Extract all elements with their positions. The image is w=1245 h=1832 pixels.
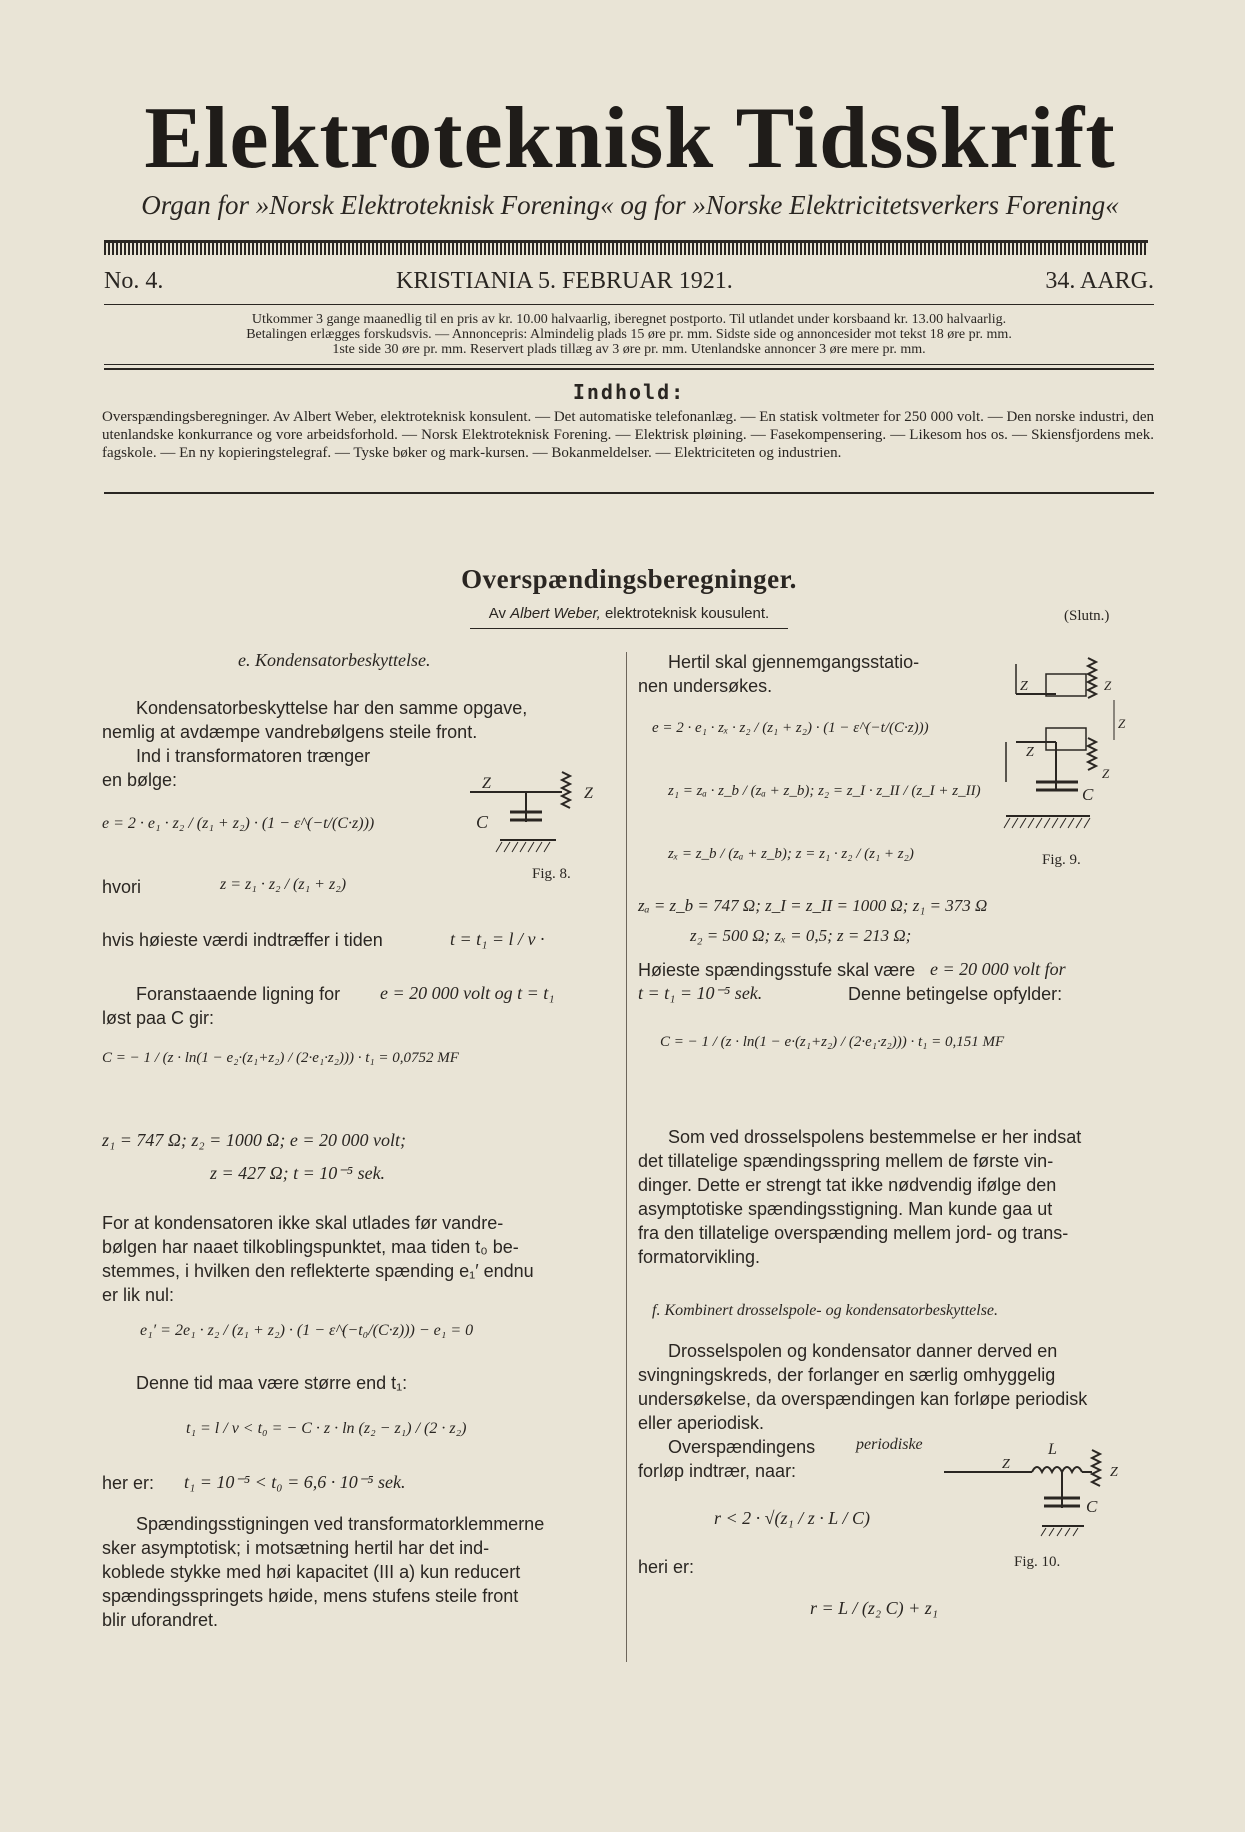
byline-by: Av	[488, 605, 506, 622]
article-title: Overspændingsberegninger.	[461, 564, 797, 594]
rule	[104, 364, 1154, 365]
contents-text: Overspændingsberegninger. Av Albert Weber, elektroteknisk konsulent. — Det automatiske telefonanlæg. — En statisk voltmeter for 250 000 volt. — Den norske industri, den utenlandske konkurrance og vore arbeidsforhold. — Norsk Elektroteknisk Forening. — Elektrisk pløining. — Fasekompensering. — Likesom hos os. — Skiensfjordens mek. fagskole. — En ny kopieringstelegraf. — Tyske bøker og mark-kursen. — Bokanmeldelser. — Elektriciteten og industrien.	[102, 409, 1154, 461]
paragraph-line: Kondensatorbeskyttelse har den samme opgave,	[136, 698, 528, 718]
subscription-info	[104, 312, 1154, 357]
rule	[470, 628, 788, 629]
subscription-line: Utkommer 3 gange maanedlig til en pris av kr. 10.00 halvaarlig, iberegnet postporto. Til utlandet under korsbaand kr. 13.00 halvaarlig.	[251, 312, 1007, 327]
paragraph-line: forløp indtrær, naar:	[638, 1461, 797, 1481]
equation: t = t₁ = 10⁻⁵ sek.	[638, 983, 763, 1003]
paragraph-line: løst paa C gir:	[102, 1008, 215, 1028]
byline	[104, 605, 1154, 622]
svg-text:Z: Z	[1118, 716, 1126, 731]
paragraph-line: Ind i transformatoren trænger	[136, 746, 371, 766]
svg-text:Z: Z	[482, 775, 491, 792]
equation: e = 20 000 volt for	[930, 959, 1066, 979]
svg-text:Z: Z	[1002, 1457, 1010, 1472]
paragraph-line: Hertil skal gjennemgangsstatio-	[668, 652, 920, 672]
equation: e = 20 000 volt og t = t₁	[380, 983, 555, 1003]
figure-9-caption: Fig. 9.	[1042, 852, 1081, 868]
paragraph-line: Høieste spændingsstufe skal være	[638, 960, 916, 980]
paragraph-line: er lik nul:	[102, 1285, 175, 1305]
paragraph-line: eller aperiodisk.	[638, 1413, 765, 1433]
rule	[104, 492, 1154, 494]
section-heading-f: f. Kombinert drosselspole- og kondensatorbeskyttelse.	[652, 1302, 999, 1319]
figure-10-caption: Fig. 10.	[1014, 1554, 1061, 1570]
equation: e = 2 · e₁ · z₂ / (z₁ + z₂) · (1 − ε^(−t/(C·z)))	[102, 815, 375, 832]
paragraph-line: hvis høieste værdi indtræffer i tiden	[102, 930, 383, 950]
paragraph-line: Denne betingelse opfylder:	[848, 984, 1063, 1004]
paragraph-line: hvori	[102, 877, 142, 897]
paragraph-line: Spændingsstigningen ved transformatorklemmerne	[136, 1514, 545, 1534]
equation: t = t₁ = l / v ·	[450, 929, 545, 949]
paragraph-line: heri er:	[638, 1557, 695, 1577]
paragraph-line: blir uforandret.	[102, 1610, 219, 1630]
equation: t₁ = 10⁻⁵ < t₀ = 6,6 · 10⁻⁵ sek.	[184, 1472, 406, 1492]
masthead-title: Elektroteknisk Tidsskrift	[144, 90, 1116, 187]
equation: C = − 1 / (z · ln(1 − e·(z₁+z₂) / (2·e₁·z₂))) · t₁ = 0,151 MF	[660, 1034, 1005, 1050]
paragraph-line: nen undersøkes.	[638, 676, 773, 696]
equation: z₁ = zₐ · z_b / (zₐ + z_b); z₂ = z_I · z_II / (z_I + z_II)	[668, 783, 981, 799]
masthead-ornament-rule	[104, 240, 1148, 255]
paragraph-line: bølgen har naaet tilkoblingspunktet, maa tiden t₀ be-	[102, 1237, 519, 1257]
svg-text:Z: Z	[584, 785, 593, 802]
continuation-note: (Slutn.)	[1064, 608, 1110, 624]
emphasis: periodiske	[856, 1436, 923, 1453]
equation: e = 2 · e₁ · zₓ · z₂ / (z₁ + z₂) · (1 − ε^(−t/(C·z)))	[652, 720, 929, 736]
paragraph-line: Drosselspolen og kondensator danner derved en	[668, 1341, 1058, 1361]
paragraph-line: nemlig at avdæmpe vandrebølgens steile front.	[102, 722, 478, 742]
paragraph-line: Som ved drosselspolens bestemmelse er her indsat	[668, 1127, 1082, 1147]
paragraph-line: svingningskreds, der forlanger en særlig omhyggelig	[638, 1365, 1056, 1385]
svg-text:L: L	[1048, 1441, 1057, 1458]
issue-number: No. 4.	[104, 268, 164, 294]
rule	[104, 368, 1154, 370]
paragraph-line: en bølge:	[102, 770, 178, 790]
paragraph-line: undersøkelse, da overspændingen kan forløpe periodisk	[638, 1389, 1088, 1409]
byline-role: elektroteknisk kousulent.	[604, 605, 770, 622]
svg-text:C: C	[476, 812, 489, 832]
paragraph-line: sker asymptotisk; i motsætning hertil har det ind-	[102, 1538, 490, 1558]
equation: zₓ = z_b / (zₐ + z_b); z = z₁ · z₂ / (z₁ + z₂)	[668, 846, 914, 862]
equation: zₐ = z_b = 747 Ω; z_I = z_II = 1000 Ω; z₁ = 373 Ω	[638, 896, 988, 915]
rule	[104, 304, 1154, 305]
paragraph-line: Denne tid maa være større end t₁:	[136, 1373, 408, 1393]
svg-text:C: C	[1082, 785, 1094, 804]
issue-dateline: KRISTIANIA 5. FEBRUAR 1921.	[396, 268, 733, 294]
section-heading-e: e. Kondensatorbeskyttelse.	[238, 650, 431, 670]
contents-heading: Indhold:	[572, 380, 686, 404]
equation: z = 427 Ω; t = 10⁻⁵ sek.	[210, 1163, 386, 1183]
svg-text:Z: Z	[1026, 745, 1034, 760]
figure-8-circuit	[470, 770, 620, 860]
paragraph-line: det tillatelige spændingsspring mellem de første vin-	[638, 1151, 1054, 1171]
equation: C = − 1 / (z · ln(1 − e₂·(z₁+z₂) / (2·e₁·z₂))) · t₁ = 0,0752 MF	[102, 1050, 459, 1066]
equation: r = L / (z₂ C) + z₁	[810, 1598, 939, 1618]
paragraph-line: koblede stykke med høi kapacitet (III a) kun reducert	[102, 1562, 521, 1582]
paragraph-line: For at kondensatoren ikke skal utlades før vandre-	[102, 1213, 504, 1233]
paragraph-line: her er:	[102, 1473, 155, 1493]
paragraph-line: formatorvikling.	[638, 1247, 761, 1267]
svg-text:Z: Z	[1020, 679, 1028, 694]
equation: z₁ = 747 Ω; z₂ = 1000 Ω; e = 20 000 volt;	[102, 1130, 406, 1150]
subscription-line: Betalingen erlægges forskudsvis. — Annoncepris: Almindelig plads 15 øre pr. mm. Sidste side og annoncesider mot tekst 18 øre pr. mm.	[246, 327, 1012, 342]
paragraph-line: fra den tillatelige overspænding mellem jord- og trans-	[638, 1223, 1069, 1243]
issue-line	[104, 268, 1154, 300]
equation: r < 2 · √(z₁ / z · L / C)	[714, 1508, 870, 1528]
equation: z = z₁ · z₂ / (z₁ + z₂)	[220, 876, 347, 893]
svg-text:Z: Z	[1110, 1465, 1118, 1480]
paragraph-line: spændingsspringets høide, mens stufens steile front	[102, 1586, 519, 1606]
column-rule	[626, 652, 627, 1662]
subscription-line: 1ste side 30 øre pr. mm. Reservert plads tillæg av 3 øre pr. mm. Utenlandske annoncer 3 øre mere pr. mm.	[332, 342, 926, 357]
svg-text:C: C	[1086, 1497, 1098, 1516]
equation: z₂ = 500 Ω; zₓ = 0,5; z = 213 Ω;	[690, 926, 912, 945]
svg-text:Z: Z	[1102, 766, 1110, 781]
paragraph-line: stemmes, i hvilken den reflekterte spænding e₁′ endnu	[102, 1261, 534, 1281]
figure-10-circuit	[944, 1436, 1134, 1546]
masthead-subtitle: Organ for »Norsk Elektroteknisk Forening« og for »Norske Elektricitetsverkers Forening«	[141, 190, 1119, 220]
paragraph-line: Foranstaaende ligning for	[136, 984, 341, 1004]
paragraph-line: Overspændingens	[668, 1437, 816, 1457]
equation: e₁′ = 2e₁ · z₂ / (z₁ + z₂) · (1 − ε^(−t₀/(C·z))) − e₁ = 0	[140, 1322, 474, 1339]
svg-text:Z: Z	[1104, 678, 1112, 693]
paragraph-line: asymptotiske spændingsstigning. Man kunde gaa ut	[638, 1199, 1053, 1219]
figure-8-caption: Fig. 8.	[532, 866, 571, 882]
equation: t₁ = l / v < t₀ = − C · z · ln (z₂ − z₁) / (2 · z₂)	[186, 1420, 467, 1437]
byline-author: Albert Weber,	[510, 605, 601, 622]
paragraph-line: dinger. Dette er strengt tat ikke nødvendig ifølge den	[638, 1175, 1057, 1195]
issue-volume: 34. AARG.	[1045, 268, 1154, 294]
figure-9-circuit	[1000, 652, 1130, 842]
